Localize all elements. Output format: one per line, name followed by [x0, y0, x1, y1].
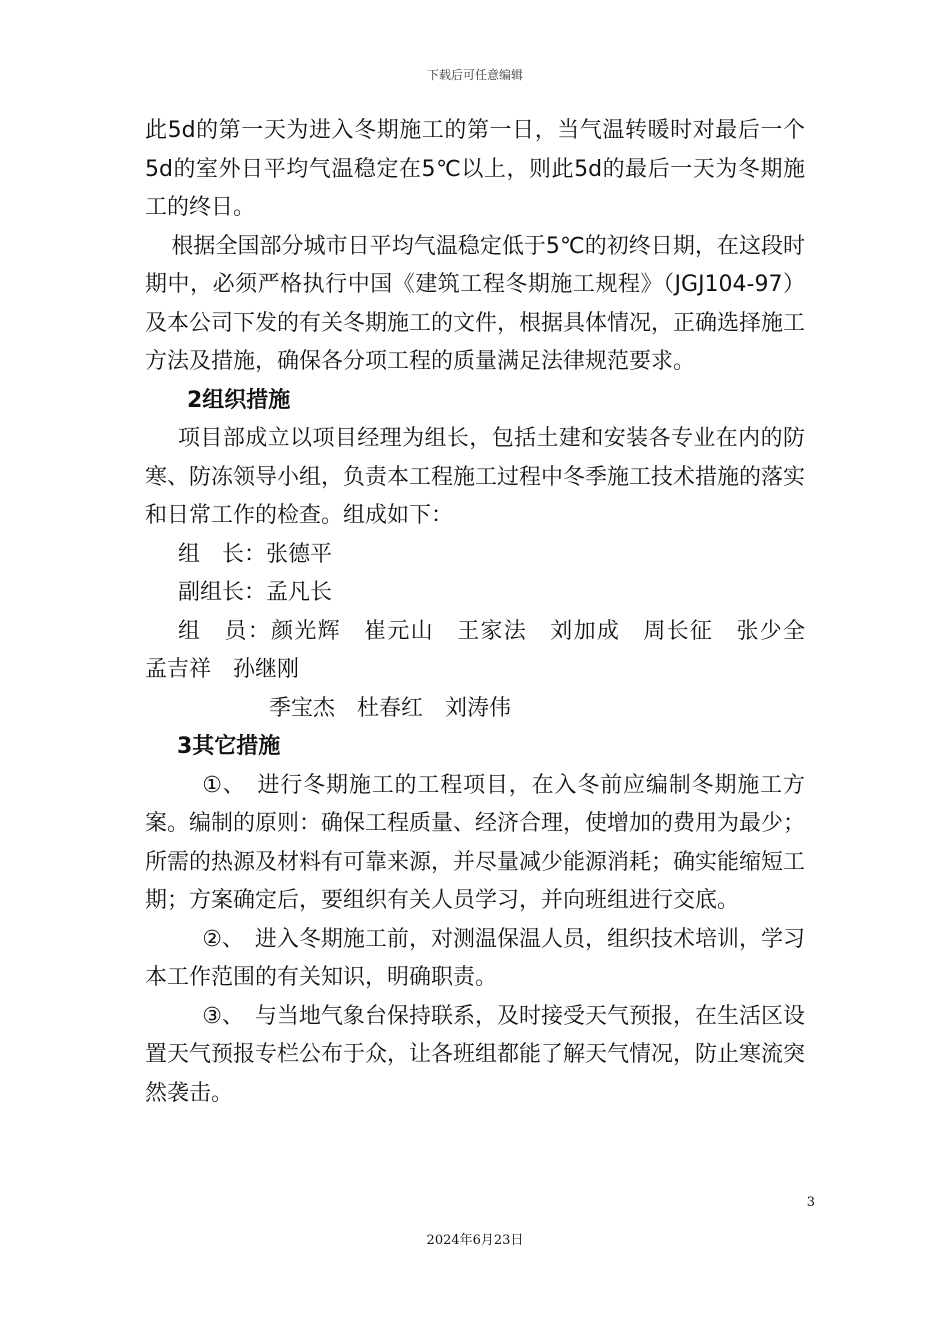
team-leader: 组 长：张德平: [178, 541, 333, 567]
document-body: [145, 112, 828, 1113]
measure-item-1: ①、 进行冬期施工的工程项目，在入冬前应编制冬期施工方案。编制的原则：确保工程质量、经济合理，使增加的费用为最少；所需的热源及材料有可靠来源，并尽量减少能源消耗；确实能缩短工期；方案确定后，要组织有关人员学习，并向班组进行交底。: [145, 772, 806, 913]
section-heading-other-measures: 3其它措施: [177, 734, 281, 759]
measure-item-2: ②、 进入冬期施工前，对测温保温人员，组织技术培训，学习本工作范围的有关知识，明确职责。: [145, 926, 805, 990]
paragraph-team-setup: 项目部成立以项目经理为组长，包括土建和安装各专业在内的防寒、防冻领导小组，负责本工程施工过程中冬季施工技术措施的落实和日常工作的检查。组成如下：: [145, 426, 806, 528]
paragraph-winter-start-end: 此5d的第一天为进入冬期施工的第一日，当气温转暖时对最后一个5d的室外日平均气温稳定在5℃以上，则此5d的最后一天为冬期施工的终日。: [145, 118, 805, 220]
section-heading-organization: 2组织措施: [187, 387, 291, 413]
footer-date: 2024年6月23日: [426, 1233, 524, 1248]
page-header: 下载后可任意编辑: [426, 68, 523, 82]
team-members-continued: 季宝杰 杜春红 刘涛伟: [269, 695, 512, 721]
paragraph-regulations: 根据全国部分城市日平均气温稳定低于5℃的初终日期，在这段时期中，必须严格执行中国《建筑工程冬期施工规程》（JGJ104-97）及本公司下发的有关冬期施工的文件，根据具体情况，正确选择施工方法及措施，确保各分项工程的质量满足法律规范要求。: [145, 233, 806, 374]
team-vice-leader: 副组长：孟凡长: [178, 580, 333, 605]
page-number: 3: [806, 1195, 815, 1210]
measure-item-3: ③、 与当地气象台保持联系，及时接受天气预报，在生活区设置天气预报专栏公布于众，让各班组都能了解天气情况，防止寒流突然袭击。: [145, 1003, 806, 1106]
team-members: 组 员：颜光辉 崔元山 王家法 刘加成 周长征 张少全 孟吉祥 孙继刚: [145, 618, 828, 682]
